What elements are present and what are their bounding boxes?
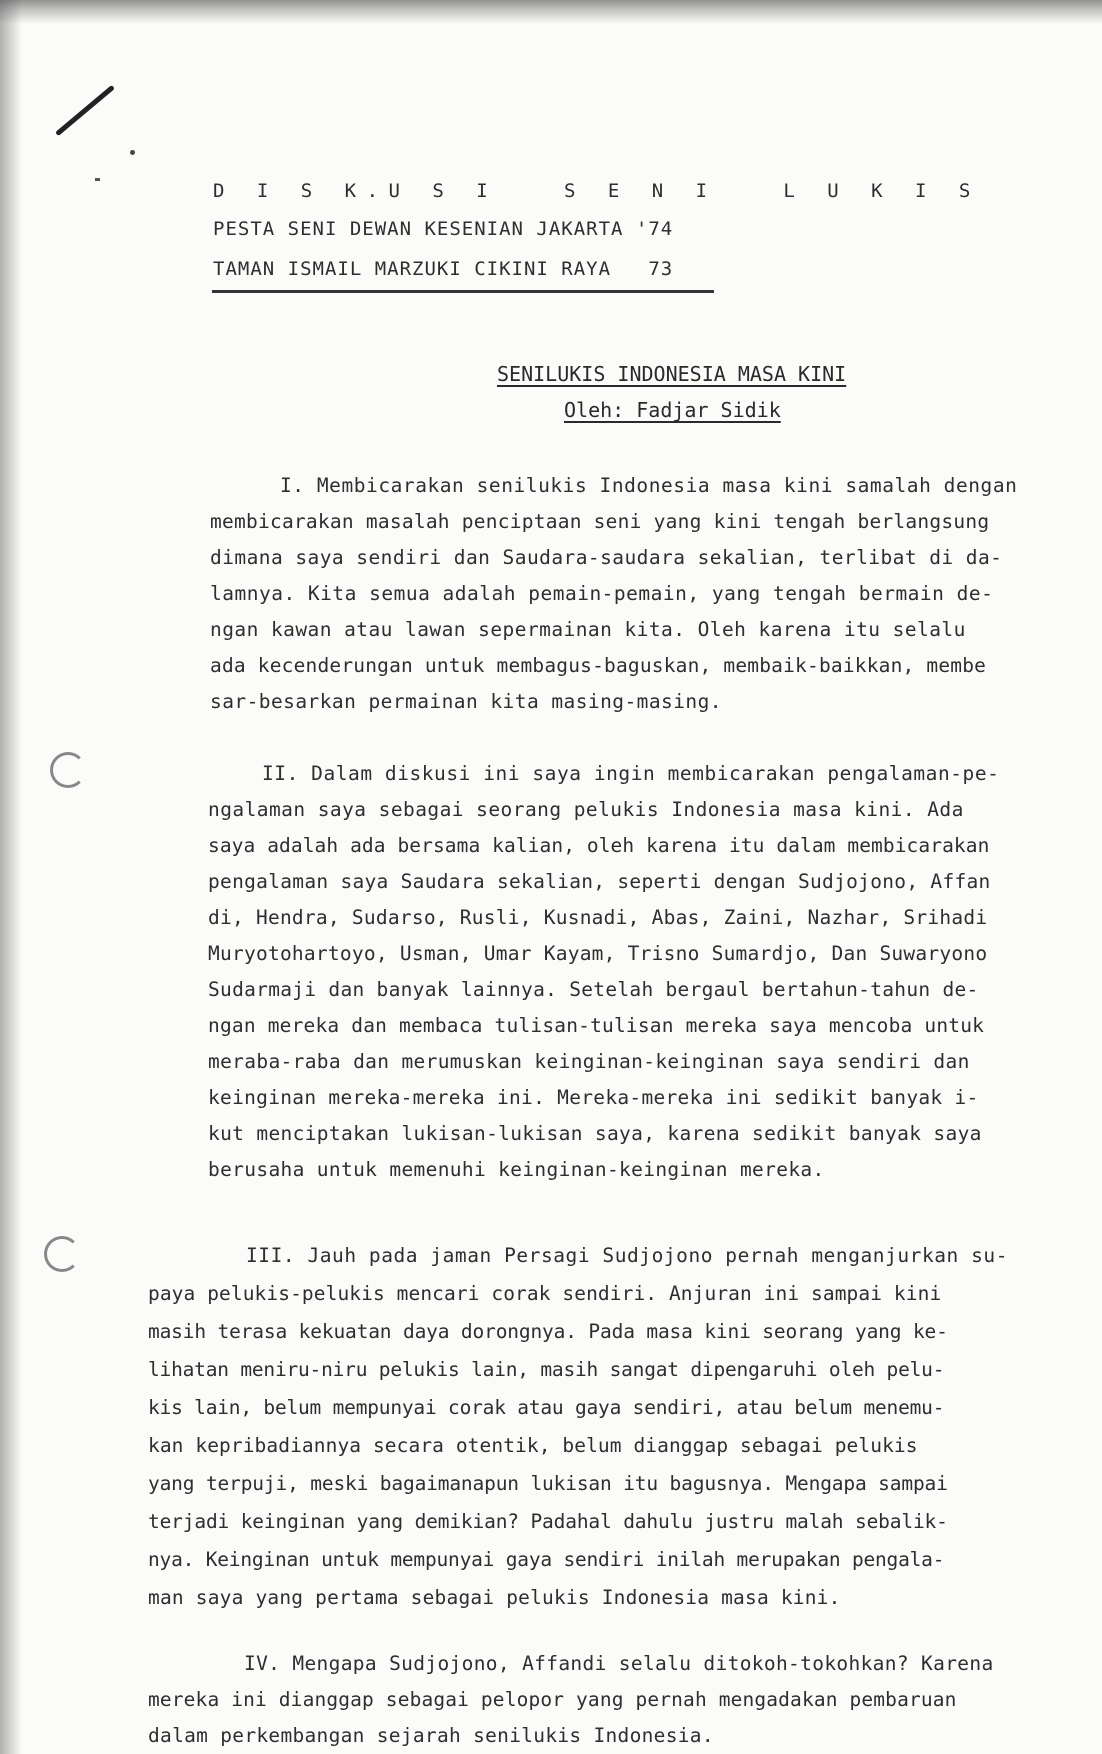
text-line: dalam perkembangan sejarah senilukis Indonesia.: [148, 1724, 714, 1747]
text-line: di, Hendra, Sudarso, Rusli, Kusnadi, Abas, Zaini, Nazhar, Srihadi: [208, 906, 988, 929]
punch-hole-icon: [44, 1236, 80, 1272]
text-line: I. Membicarakan senilukis Indonesia masa kini samalah dengan: [280, 474, 1018, 497]
text-line: masih terasa kekuatan daya dorongnya. Pada masa kini seorang yang ke-: [148, 1320, 948, 1343]
document-title: SENILUKIS INDONESIA MASA KINI: [497, 362, 847, 386]
punch-hole-icon: [50, 752, 86, 788]
text-line: lamnya. Kita semua adalah pemain-pemain, yang tengah bermain de-: [210, 582, 994, 605]
text-line: lihatan meniru-niru pelukis lain, masih sangat dipengaruhi oleh pelu-: [148, 1358, 945, 1381]
header-festival-line: PESTA SENI DEWAN KESENIAN JAKARTA '74: [213, 218, 674, 240]
header-discussion-title: D I S K.U S I S E N I L U K I S: [213, 180, 981, 202]
text-line: pengalaman saya Saudara sekalian, seperti dengan Sudjojono, Affan: [208, 870, 991, 893]
text-line: kan kepribadiannya secara otentik, belum dianggap sebagai pelukis: [148, 1434, 918, 1457]
text-line: II. Dalam diskusi ini saya ingin membicarakan pengalaman-pe-: [262, 762, 1000, 785]
text-line: kut menciptakan lukisan-lukisan saya, karena sedikit banyak saya: [208, 1122, 982, 1145]
text-line: membicarakan masalah penciptaan seni yang kini tengah berlangsung: [210, 510, 990, 533]
text-line: mereka ini dianggap sebagai pelopor yang pernah mengadakan pembaruan: [148, 1688, 957, 1711]
text-line: terjadi keinginan yang demikian? Padahal dahulu justru malah sebalik-: [148, 1510, 948, 1533]
pen-mark: [55, 85, 115, 136]
text-line: Sudarmaji dan banyak lainnya. Setelah bergaul bertahun-tahun de-: [208, 978, 979, 1001]
text-line: saya adalah ada bersama kalian, oleh karena itu dalam membicarakan: [208, 834, 990, 857]
header-divider: [212, 290, 714, 293]
text-line: berusaha untuk memenuhi keinginan-keinginan mereka.: [208, 1158, 825, 1181]
scan-shadow-top: [0, 0, 1102, 24]
text-line: dimana saya sendiri dan Saudara-saudara sekalian, terlibat di da-: [210, 546, 1003, 569]
text-line: III. Jauh pada jaman Persagi Sudjojono pernah menganjurkan su-: [246, 1244, 1008, 1267]
text-line: Muryotohartoyo, Usman, Umar Kayam, Trisno Sumardjo, Dan Suwaryono: [208, 942, 988, 965]
text-line: meraba-raba dan merumuskan keinginan-keinginan saya sendiri dan: [208, 1050, 970, 1073]
text-line: keinginan mereka-mereka ini. Mereka-mereka ini sedikit banyak i-: [208, 1086, 979, 1109]
text-line: man saya yang pertama sebagai pelukis Indonesia masa kini.: [148, 1586, 841, 1609]
ink-dash: [95, 178, 100, 181]
header-venue-line: TAMAN ISMAIL MARZUKI CIKINI RAYA 73: [213, 258, 674, 280]
scan-shadow-left: [0, 0, 22, 1754]
text-line: sar-besarkan permainan kita masing-masing.: [210, 690, 722, 713]
text-line: nya. Keinginan untuk mempunyai gaya sendiri inilah merupakan pengala-: [148, 1548, 945, 1571]
text-line: ngalaman saya sebagai seorang pelukis Indonesia masa kini. Ada: [208, 798, 964, 821]
text-line: kis lain, belum mempunyai corak atau gaya sendiri, atau belum menemu-: [148, 1396, 945, 1419]
text-line: ngan mereka dan membaca tulisan-tulisan mereka saya mencoba untuk: [208, 1014, 985, 1037]
text-line: yang terpuji, meski bagaimanapun lukisan itu bagusnya. Mengapa sampai: [148, 1472, 948, 1495]
text-line: paya pelukis-pelukis mencari corak sendiri. Anjuran ini sampai kini: [148, 1282, 942, 1305]
document-author: Oleh: Fadjar Sidik: [564, 398, 781, 422]
text-line: ngan kawan atau lawan sepermainan kita. Oleh karena itu selalu: [210, 618, 966, 641]
ink-dot: [130, 150, 135, 155]
text-line: ada kecenderungan untuk membagus-baguskan, membaik-baikkan, membe: [210, 654, 987, 677]
text-line: IV. Mengapa Sudjojono, Affandi selalu ditokoh-tokohkan? Karena: [244, 1652, 994, 1675]
